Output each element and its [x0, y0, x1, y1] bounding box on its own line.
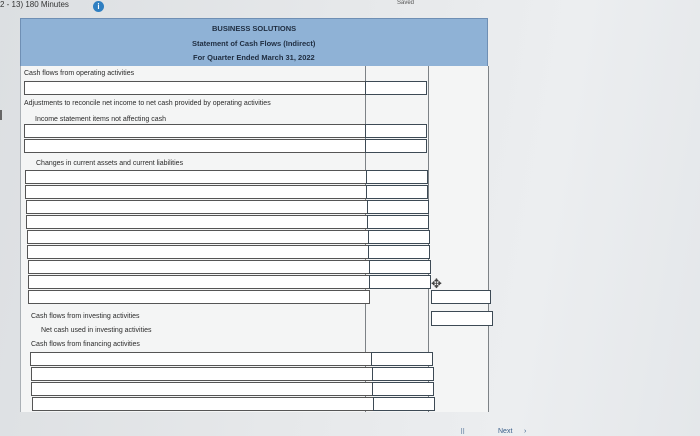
change-row-2-amount-input[interactable]	[366, 185, 428, 199]
move-cursor-icon: ✥	[431, 276, 442, 291]
change-row-8-amount-input[interactable]	[369, 275, 431, 289]
financing-total-label-input[interactable]	[32, 397, 374, 411]
income-item-1-amount-input[interactable]	[365, 124, 427, 138]
change-row-5-label-input[interactable]	[27, 230, 369, 244]
change-row-6-label-input[interactable]	[27, 245, 369, 259]
investing-amount-input[interactable]	[431, 311, 493, 326]
income-item-2-amount-input[interactable]	[365, 139, 427, 153]
change-row-1-label-input[interactable]	[25, 170, 367, 184]
change-row-4-label-input[interactable]	[26, 215, 368, 229]
statement-title: Statement of Cash Flows (Indirect)	[192, 39, 316, 48]
financing-label: Cash flows from financing activities	[31, 341, 140, 348]
saved-status: Saved	[397, 0, 415, 6]
change-row-7-amount-input[interactable]	[369, 260, 431, 274]
company-name: BUSINESS SOLUTIONS	[212, 24, 297, 33]
income-items-label: Income statement items not affecting cash	[35, 116, 166, 123]
change-row-7-label-input[interactable]	[28, 260, 370, 274]
financing-row-1-label-input[interactable]	[30, 352, 372, 366]
changes-label: Changes in current assets and current liabilities	[36, 160, 184, 167]
change-row-8-label-input[interactable]	[28, 275, 370, 289]
next-button[interactable]: Next	[498, 428, 513, 435]
net-investing-label: Net cash used in investing activities	[41, 327, 152, 334]
change-row-6-amount-input[interactable]	[368, 245, 430, 259]
change-row-4-amount-input[interactable]	[367, 215, 429, 229]
income-item-1-label-input[interactable]	[24, 124, 366, 138]
financing-row-2-label-input[interactable]	[31, 367, 373, 381]
operating-total-amount-input[interactable]	[431, 290, 491, 304]
change-row-5-amount-input[interactable]	[368, 230, 430, 244]
financing-row-1-amount-input[interactable]	[371, 352, 433, 366]
left-edge-marker	[0, 110, 2, 120]
change-row-1-amount-input[interactable]	[366, 170, 428, 184]
investing-label: Cash flows from investing activities	[31, 313, 140, 320]
grid-icon[interactable]: ⠿	[460, 429, 466, 436]
financing-row-3-amount-input[interactable]	[372, 382, 434, 396]
chevron-right-icon[interactable]: ›	[524, 428, 527, 435]
info-icon[interactable]: i	[93, 1, 104, 12]
operating-total-label-input[interactable]	[28, 290, 370, 304]
change-row-3-label-input[interactable]	[26, 200, 368, 214]
statement-period: For Quarter Ended March 31, 2022	[193, 53, 315, 62]
timer-label: 2 - 13) 180 Minutes	[0, 0, 69, 9]
income-item-2-label-input[interactable]	[24, 139, 366, 153]
financing-row-3-label-input[interactable]	[31, 382, 373, 396]
change-row-2-label-input[interactable]	[25, 185, 367, 199]
net-income-amount-input[interactable]	[365, 81, 427, 95]
operating-label: Cash flows from operating activities	[24, 70, 135, 77]
net-income-label-input[interactable]	[24, 81, 366, 95]
change-row-3-amount-input[interactable]	[367, 200, 429, 214]
adjustments-label: Adjustments to reconcile net income to net cash provided by operating activities	[24, 100, 271, 107]
column-divider-3	[488, 66, 489, 412]
financing-total-amount-input[interactable]	[373, 397, 435, 411]
financing-row-2-amount-input[interactable]	[372, 367, 434, 381]
